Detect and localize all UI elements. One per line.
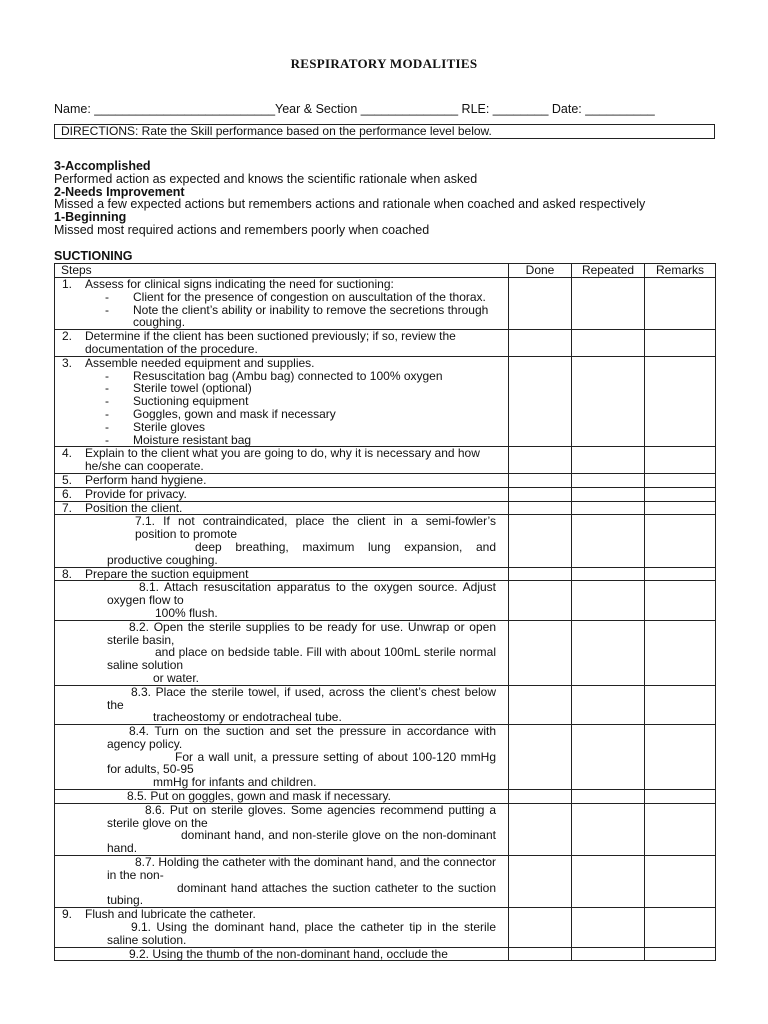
step-cell: 3. Assemble needed equipment and supplies. - Resuscitation bag (Ambu bag) connected to 100% oxygen - Sterile towel (optional) - Suctioning equipment - Goggles, gown and mask if necessary - Sterile gloves - Moisture resistant bag [55, 356, 509, 447]
done-cell[interactable] [509, 856, 572, 908]
table-row [55, 278, 716, 330]
step-cell [55, 473, 509, 487]
substep-continuation: and place on bedside table. Fill with about 100mL sterile normal saline solution [107, 645, 496, 673]
substep-text: 7.1. If not contraindicated, place the client in a semi-fowler’s position to promote [135, 514, 496, 542]
repeated-cell[interactable] [572, 856, 645, 908]
repeated-cell[interactable] [572, 356, 645, 447]
page-title: RESPIRATORY MODALITIES [290, 56, 478, 71]
substep-continuation: or water. [153, 670, 200, 685]
substep-text: 9.1. Using the dominant hand, place the catheter tip in the sterile saline solution. [107, 920, 496, 947]
substep-continuation: 100% flush. [155, 605, 218, 620]
substep-text: 8.2. Open the sterile supplies to be ready for use. Unwrap or open sterile basin, [107, 619, 496, 647]
repeated-cell[interactable] [572, 908, 645, 947]
student-info-line: Name: __________________________Year & Section ______________ RLE: ________ Date: __________ [54, 102, 655, 116]
step-cell [55, 803, 509, 855]
repeated-cell[interactable] [572, 501, 645, 515]
substep-continuation: dominant hand, and non-sterile glove on the non-dominant hand. [107, 828, 496, 856]
repeated-cell[interactable] [572, 620, 645, 685]
repeated-cell[interactable] [572, 581, 645, 620]
step-text: Flush and lubricate the catheter. [85, 907, 256, 922]
step-cell [55, 447, 509, 474]
done-cell[interactable] [509, 567, 572, 581]
step-number: 9. [62, 907, 73, 922]
level-title: 2-Needs Improvement [54, 184, 185, 199]
steps-table [54, 263, 716, 961]
step-bullet: Suctioning equipment [133, 394, 249, 409]
step-bullet: Note the client’s ability or inability to remove the secretions through coughing. [133, 302, 489, 330]
table-row [55, 856, 716, 908]
step-cell [55, 947, 509, 961]
step-number: 8. [62, 566, 73, 581]
done-cell[interactable] [509, 803, 572, 855]
column-header-repeated: Repeated [572, 264, 645, 278]
step-bullet: Resuscitation bag (Ambu bag) connected to 100% oxygen [133, 368, 443, 383]
performance-levels [54, 160, 734, 237]
substep-continuation: mmHg for infants and children. [153, 775, 317, 790]
level-description: Missed a few expected actions but remembers actions and rationale when coached and asked respectively [54, 197, 646, 212]
table-row [55, 908, 716, 947]
step-number: 3. [62, 355, 73, 370]
repeated-cell[interactable] [572, 803, 645, 855]
step-bullet: Client for the presence of congestion on auscultation of the thorax. [133, 289, 486, 304]
table-row [55, 487, 716, 501]
step-text: Assemble needed equipment and supplies. [85, 355, 315, 370]
remarks-cell[interactable] [645, 790, 716, 804]
repeated-cell[interactable] [572, 790, 645, 804]
repeated-cell[interactable] [572, 278, 645, 330]
table-row [55, 581, 716, 620]
step-cell [55, 501, 509, 515]
table-row [55, 685, 716, 724]
step-text: Determine if the client has been suctioned previously; if so, review the documentation of the procedure. [85, 329, 456, 356]
repeated-cell[interactable] [572, 725, 645, 790]
repeated-cell[interactable] [572, 685, 645, 724]
step-cell [55, 908, 509, 947]
repeated-cell[interactable] [572, 515, 645, 567]
done-cell[interactable] [509, 908, 572, 947]
done-cell[interactable] [509, 685, 572, 724]
table-row [55, 620, 716, 685]
repeated-cell[interactable] [572, 487, 645, 501]
step-text: Position the client. [85, 500, 183, 515]
remarks-cell[interactable] [645, 685, 716, 724]
step-number: 7. [62, 500, 73, 515]
table-row [55, 473, 716, 487]
substep-continuation: tracheostomy or endotracheal tube. [153, 710, 342, 725]
step-cell [55, 487, 509, 501]
step-number: 4. [62, 446, 73, 461]
step-text: Explain to the client what you are going to do, why it is necessary and how he/she can cooperate. [85, 446, 480, 474]
substep-continuation: deep breathing, maximum lung expansion, and productive coughing. [107, 539, 496, 567]
table-row [55, 501, 716, 515]
step-text: Perform hand hygiene. [85, 472, 207, 487]
column-header-done: Done [509, 264, 572, 278]
remarks-cell[interactable] [645, 725, 716, 790]
step-text: Assess for clinical signs indicating the need for suctioning: [85, 277, 394, 291]
column-header-steps: Steps [55, 264, 509, 278]
step-cell [55, 725, 509, 790]
table-row [55, 356, 716, 447]
substep-text: 8.6. Put on sterile gloves. Some agencies recommend putting a sterile glove on the [107, 802, 496, 830]
done-cell[interactable] [509, 620, 572, 685]
remarks-cell[interactable] [645, 567, 716, 581]
substep-text: 8.1. Attach resuscitation apparatus to the oxygen source. Adjust oxygen flow to [107, 580, 496, 608]
done-cell[interactable] [509, 947, 572, 961]
done-cell[interactable] [509, 515, 572, 567]
done-cell[interactable] [509, 581, 572, 620]
step-text: Prepare the suction equipment [85, 566, 249, 581]
remarks-cell[interactable] [645, 803, 716, 855]
table-row [55, 567, 716, 581]
done-cell[interactable] [509, 356, 572, 447]
repeated-cell[interactable] [572, 473, 645, 487]
step-text: Provide for privacy. [85, 486, 187, 501]
repeated-cell[interactable] [572, 447, 645, 474]
done-cell[interactable] [509, 501, 572, 515]
remarks-cell[interactable] [645, 947, 716, 961]
step-cell [55, 515, 509, 567]
step-cell [55, 856, 509, 908]
repeated-cell[interactable] [572, 567, 645, 581]
remarks-cell[interactable] [645, 620, 716, 685]
section-title: SUCTIONING [54, 249, 133, 263]
step-bullet: Moisture resistant bag [133, 432, 252, 447]
done-cell[interactable] [509, 487, 572, 501]
step-number: 1. [62, 277, 73, 291]
done-cell[interactable] [509, 725, 572, 790]
table-row [55, 790, 716, 804]
step-number: 2. [62, 329, 73, 344]
step-cell [55, 330, 509, 357]
step-cell [55, 790, 509, 804]
table-row [55, 803, 716, 855]
remarks-cell[interactable] [645, 473, 716, 487]
table-row [55, 725, 716, 790]
remarks-cell[interactable] [645, 581, 716, 620]
substep-text: 9.2. Using the thumb of the non-dominant hand, occlude the [129, 946, 448, 961]
step-bullet: Goggles, gown and mask if necessary [133, 406, 336, 421]
remarks-cell[interactable] [645, 447, 716, 474]
substep-text: 8.4. Turn on the suction and set the pressure in accordance with agency policy. [107, 724, 496, 751]
done-cell[interactable] [509, 278, 572, 330]
substep-text: 8.7. Holding the catheter with the dominant hand, and the connector in the non- [107, 855, 496, 882]
remarks-cell[interactable] [645, 515, 716, 567]
remarks-cell[interactable] [645, 856, 716, 908]
table-header-row [55, 264, 716, 278]
substep-text: 8.5. Put on goggles, gown and mask if necessary. [127, 789, 391, 804]
substep-continuation: dominant hand attaches the suction catheter to the suction tubing. [107, 880, 496, 908]
directions-box: DIRECTIONS: Rate the Skill performance based on the performance level below. [54, 124, 715, 139]
step-number: 6. [62, 486, 73, 501]
step-cell [55, 567, 509, 581]
step-cell [55, 581, 509, 620]
substep-continuation: For a wall unit, a pressure setting of about 100-120 mmHg for adults, 50-95 [107, 749, 496, 777]
table-row [55, 515, 716, 567]
step-cell [55, 620, 509, 685]
remarks-cell[interactable] [645, 330, 716, 357]
step-cell: 1. Assess for clinical signs indicating the need for suctioning: - Client for the presence of congestion on auscultation of the thorax. - Note the client’s ability or inability to remove the secretions through coughing. [55, 278, 509, 330]
step-bullet: Sterile gloves [133, 419, 206, 434]
step-number: 5. [62, 472, 73, 487]
remarks-cell[interactable] [645, 487, 716, 501]
repeated-cell[interactable] [572, 330, 645, 357]
column-header-remarks: Remarks [645, 264, 716, 278]
remarks-cell[interactable] [645, 356, 716, 447]
level-description: Missed most required actions and remembers poorly when coached [54, 222, 430, 237]
done-cell[interactable] [509, 447, 572, 474]
level-title: 3-Accomplished [54, 159, 151, 173]
step-cell [55, 685, 509, 724]
remarks-cell[interactable] [645, 501, 716, 515]
table-row [55, 330, 716, 357]
table-row [55, 447, 716, 474]
remarks-cell[interactable] [645, 278, 716, 330]
substep-text: 8.3. Place the sterile towel, if used, across the client’s chest below the [107, 684, 496, 712]
done-cell[interactable] [509, 330, 572, 357]
step-bullet: Sterile towel (optional) [133, 381, 252, 396]
remarks-cell[interactable] [645, 908, 716, 947]
table-row [55, 947, 716, 961]
done-cell[interactable] [509, 473, 572, 487]
repeated-cell[interactable] [572, 947, 645, 961]
level-description: Performed action as expected and knows the scientific rationale when asked [54, 171, 478, 186]
done-cell[interactable] [509, 790, 572, 804]
level-title: 1-Beginning [54, 210, 127, 225]
